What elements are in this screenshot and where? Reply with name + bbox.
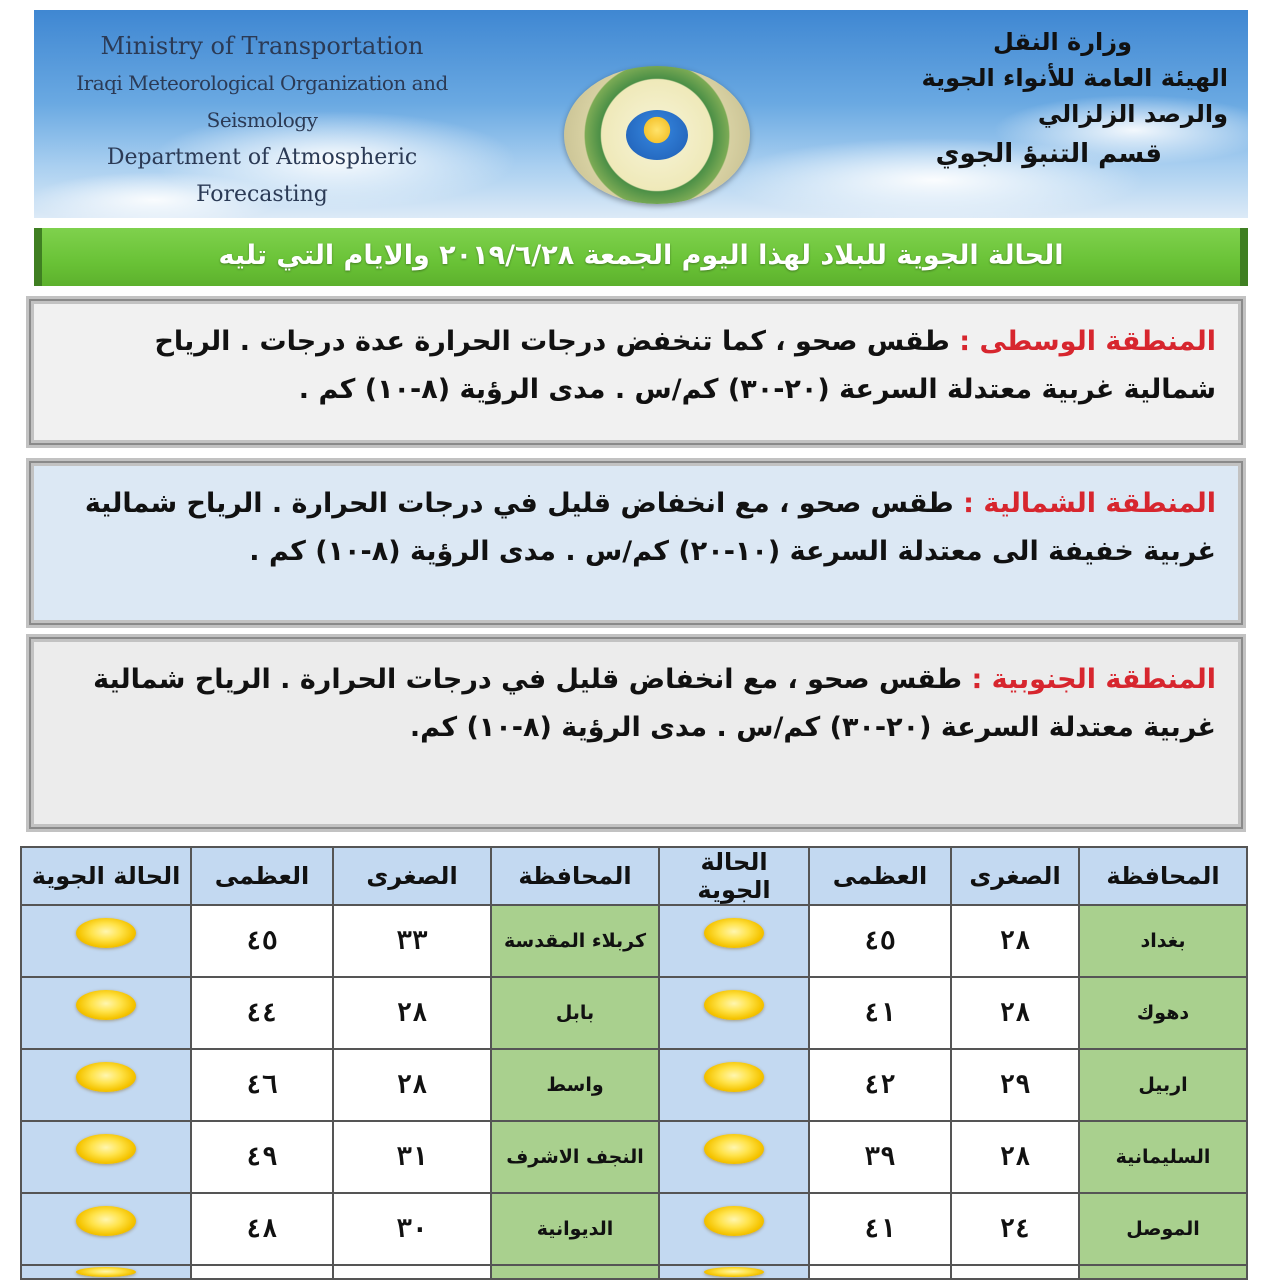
header-max: العظمى	[809, 847, 951, 905]
sun-icon	[704, 1267, 764, 1277]
max-cell	[809, 1265, 951, 1279]
min-cell: ٢٨	[333, 1049, 491, 1121]
table-row	[21, 1193, 1247, 1265]
header-governorate: المحافظة	[491, 847, 659, 905]
sun-icon	[76, 1206, 136, 1236]
region-forecast-text: طقس صحو ، كما تنخفض درجات الحرارة عدة درجات . الرياح شمالية غربية معتدلة السرعة (٢٠-٣٠) كم/س . مدى الرؤية (٨-١٠) كم .	[154, 326, 1216, 405]
governorate-cell: واسط	[491, 1049, 659, 1121]
sun-icon	[704, 1134, 764, 1164]
region-forecast-text: طقس صحو ، مع انخفاض قليل في درجات الحرارة . الرياح شمالية غربية خفيفة الى معتدلة السرعة (١٠-٢٠) كم/س . مدى الرؤية (٨-١٠) كم .	[84, 488, 1216, 567]
english-header	[52, 28, 472, 213]
governorate-cell	[1079, 1265, 1247, 1279]
page-title: الحالة الجوية للبلاد لهذا اليوم الجمعة ٢٠١٩/٦/٢٨ والايام التي تليه	[34, 228, 1248, 286]
weather-cell	[21, 1121, 191, 1193]
max-cell: ٤٢	[809, 1049, 951, 1121]
region-label: المنطقة الجنوبية :	[971, 664, 1216, 695]
table-header-row	[21, 847, 1247, 905]
governorate-cell: الموصل	[1079, 1193, 1247, 1265]
governorate-cell: بغداد	[1079, 905, 1247, 977]
header-governorate: المحافظة	[1079, 847, 1247, 905]
header-weather: الحالة الجوية	[659, 847, 809, 905]
department-name-ar: قسم التنبؤ الجوي	[935, 139, 1162, 169]
governorate-cell: دهوك	[1079, 977, 1247, 1049]
max-cell: ٤٦	[191, 1049, 333, 1121]
weather-cell	[21, 1193, 191, 1265]
min-cell: ٢٩	[951, 1049, 1079, 1121]
governorate-cell: النجف الاشرف	[491, 1121, 659, 1193]
header-banner	[34, 10, 1248, 218]
header-min: الصغرى	[951, 847, 1079, 905]
min-cell: ٢٨	[951, 1121, 1079, 1193]
table-row	[21, 1049, 1247, 1121]
table-row-partial	[21, 1265, 1247, 1279]
region-northern	[26, 458, 1246, 628]
department-name-en: Department of Atmospheric Forecasting	[106, 145, 418, 207]
weather-cell	[659, 1265, 809, 1279]
arabic-header	[848, 24, 1228, 176]
region-forecast-text: طقس صحو ، مع انخفاض قليل في درجات الحرارة . الرياح شمالية غربية معتدلة السرعة (٢٠-٣٠) كم/س . مدى الرؤية (٨-١٠) كم.	[93, 664, 1216, 743]
weather-cell	[659, 977, 809, 1049]
sun-icon	[704, 1206, 764, 1236]
table-row	[21, 977, 1247, 1049]
min-cell: ٢٤	[951, 1193, 1079, 1265]
weather-cell	[21, 1049, 191, 1121]
min-cell: ٢٨	[333, 977, 491, 1049]
weather-cell	[659, 1121, 809, 1193]
sun-cloud-emblem-icon	[626, 110, 688, 160]
min-cell	[333, 1265, 491, 1279]
ministry-name-en: Ministry of Transportation	[100, 32, 424, 60]
max-cell: ٤٩	[191, 1121, 333, 1193]
table-row	[21, 905, 1247, 977]
sun-icon	[704, 918, 764, 948]
weather-cell	[21, 905, 191, 977]
max-cell: ٣٩	[809, 1121, 951, 1193]
weather-cell	[659, 905, 809, 977]
header-weather: الحالة الجوية	[21, 847, 191, 905]
region-label: المنطقة الشمالية :	[963, 488, 1216, 519]
table-row	[21, 1121, 1247, 1193]
organization-seal-icon	[564, 66, 750, 204]
weather-cell	[21, 1265, 191, 1279]
governorate-cell	[491, 1265, 659, 1279]
weather-cell	[21, 977, 191, 1049]
max-cell: ٤١	[809, 1193, 951, 1265]
min-cell: ٣٠	[333, 1193, 491, 1265]
min-cell	[951, 1265, 1079, 1279]
governorate-cell: كربلاء المقدسة	[491, 905, 659, 977]
sun-icon	[704, 1062, 764, 1092]
max-cell: ٤١	[809, 977, 951, 1049]
max-cell: ٤٥	[191, 905, 333, 977]
governorate-cell: بابل	[491, 977, 659, 1049]
region-southern	[26, 634, 1246, 832]
sun-icon	[76, 1134, 136, 1164]
organization-name-ar: الهيئة العامة للأنواء الجوية والرصد الزلزالي	[921, 64, 1228, 128]
governorate-cell: السليمانية	[1079, 1121, 1247, 1193]
governorate-cell: اربيل	[1079, 1049, 1247, 1121]
sun-icon	[76, 990, 136, 1020]
sun-icon	[76, 918, 136, 948]
sun-icon	[704, 990, 764, 1020]
min-cell: ٣١	[333, 1121, 491, 1193]
max-cell	[191, 1265, 333, 1279]
weather-cell	[659, 1193, 809, 1265]
temperature-table	[20, 846, 1248, 1280]
ministry-name-ar: وزارة النقل	[992, 28, 1132, 56]
max-cell: ٤٤	[191, 977, 333, 1049]
organization-name-en: Iraqi Meteorological Organization and Seismology	[76, 71, 448, 132]
governorate-cell: الديوانية	[491, 1193, 659, 1265]
region-label: المنطقة الوسطى :	[959, 326, 1216, 357]
min-cell: ٢٨	[951, 977, 1079, 1049]
region-central	[26, 296, 1246, 448]
weather-cell	[659, 1049, 809, 1121]
sun-icon	[76, 1267, 136, 1277]
max-cell: ٤٥	[809, 905, 951, 977]
sun-icon	[76, 1062, 136, 1092]
min-cell: ٣٣	[333, 905, 491, 977]
max-cell: ٤٨	[191, 1193, 333, 1265]
min-cell: ٢٨	[951, 905, 1079, 977]
header-min: الصغرى	[333, 847, 491, 905]
header-max: العظمى	[191, 847, 333, 905]
